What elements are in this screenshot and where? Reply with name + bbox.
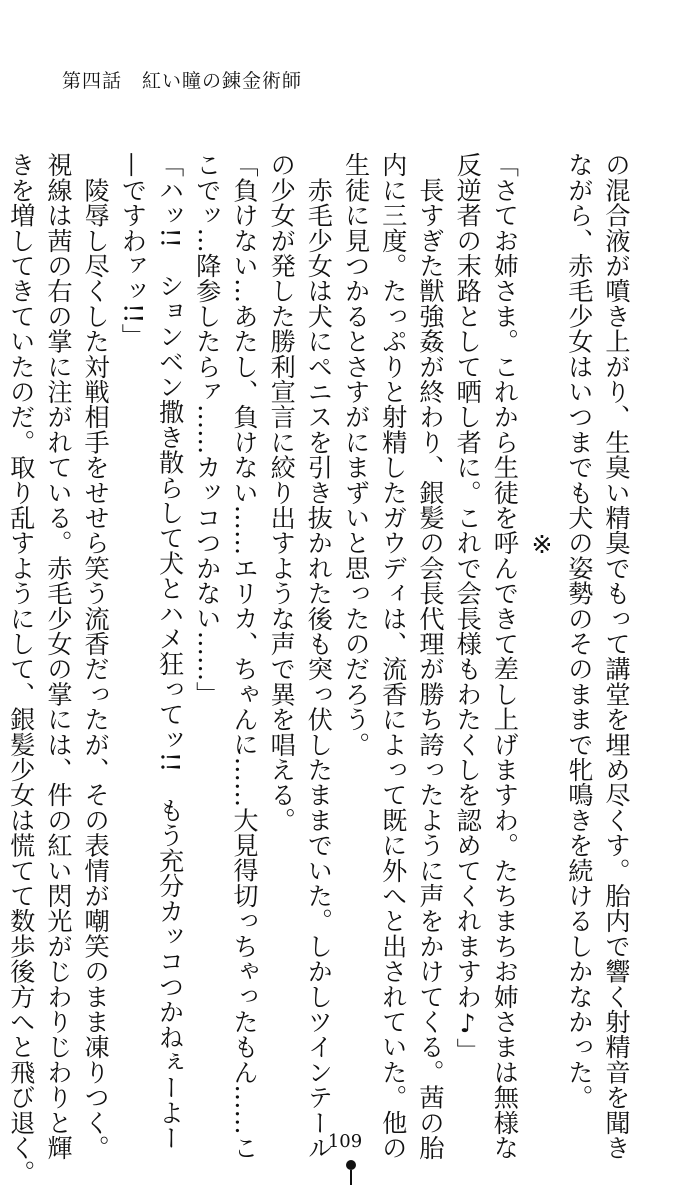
- text-line: 「負けない…あたし、負けない……エリカ、ちゃんに……大見得切っちゃったもん……こ: [229, 152, 259, 1160]
- text-line: の混合液が噴き上がり、生臭い精臭でもって講堂を埋め尽くす。胎内で響く射精音を聞き: [602, 152, 631, 1160]
- text-line: 長すぎた獣強姦が終わり、銀髪の会長代理が勝ち誇ったように声をかけてくる。茜の胎: [415, 152, 445, 1160]
- text-line: の少女が発した勝利宣言に絞り出すような声で異を唱える。: [267, 152, 297, 833]
- text-line: こでッ…降参したらァ……カッコつかない……」: [192, 152, 222, 707]
- text-line: —ですわァッ!!」: [118, 152, 148, 349]
- page-number: 109: [327, 1131, 363, 1152]
- text-line: 反逆者の末路として晒し者に。これで会長様もわたくしを認めてくれますわ♪」: [453, 152, 483, 1063]
- text-line: 生徒に見つかるとさすがにまずいと思ったのだろう。: [341, 152, 371, 757]
- text-line: 内に三度。たっぷりと射精したガウディは、流香によって既に外へと出されていた。他の: [378, 152, 408, 1160]
- text-line: ながら、赤毛少女はいつまでも犬の姿勢のそのままで牝鳴きを続けるしかなかった。: [564, 152, 594, 1110]
- running-header: 第四話 紅い瞳の錬金術師: [62, 70, 303, 92]
- text-line: 視線は茜の右の掌に注がれている。赤毛少女の掌には、件の紅い閃光がじわりじわりと輝: [43, 152, 73, 1160]
- text-line: 「ハッ!! ションベン撒き散らして犬とハメ狂ってッ!! もう充分カッコつかねぇーよー: [155, 152, 185, 1151]
- page-marker-dot: [346, 1160, 356, 1170]
- text-line: 陵辱し尽くした対戦相手をせせら笑う流香だったが、その表情が嘲笑のまま凍りつく。: [81, 152, 111, 1160]
- page-marker-line: [350, 1170, 352, 1185]
- section-break-mark: ※: [527, 530, 557, 559]
- text-line: 赤毛少女は犬にペニスを引き抜かれた後も突っ伏したままでいた。しかしツインテール: [304, 152, 334, 1160]
- text-line: 「さてお姉さま。これから生徒を呼んできて差し上げますわ。たちまちお姉さまは無様な: [490, 152, 520, 1160]
- text-line: きを増してきていたのだ。取り乱すようにして、銀髪少女は慌てて数歩後方へと飛び退く。: [6, 152, 36, 1185]
